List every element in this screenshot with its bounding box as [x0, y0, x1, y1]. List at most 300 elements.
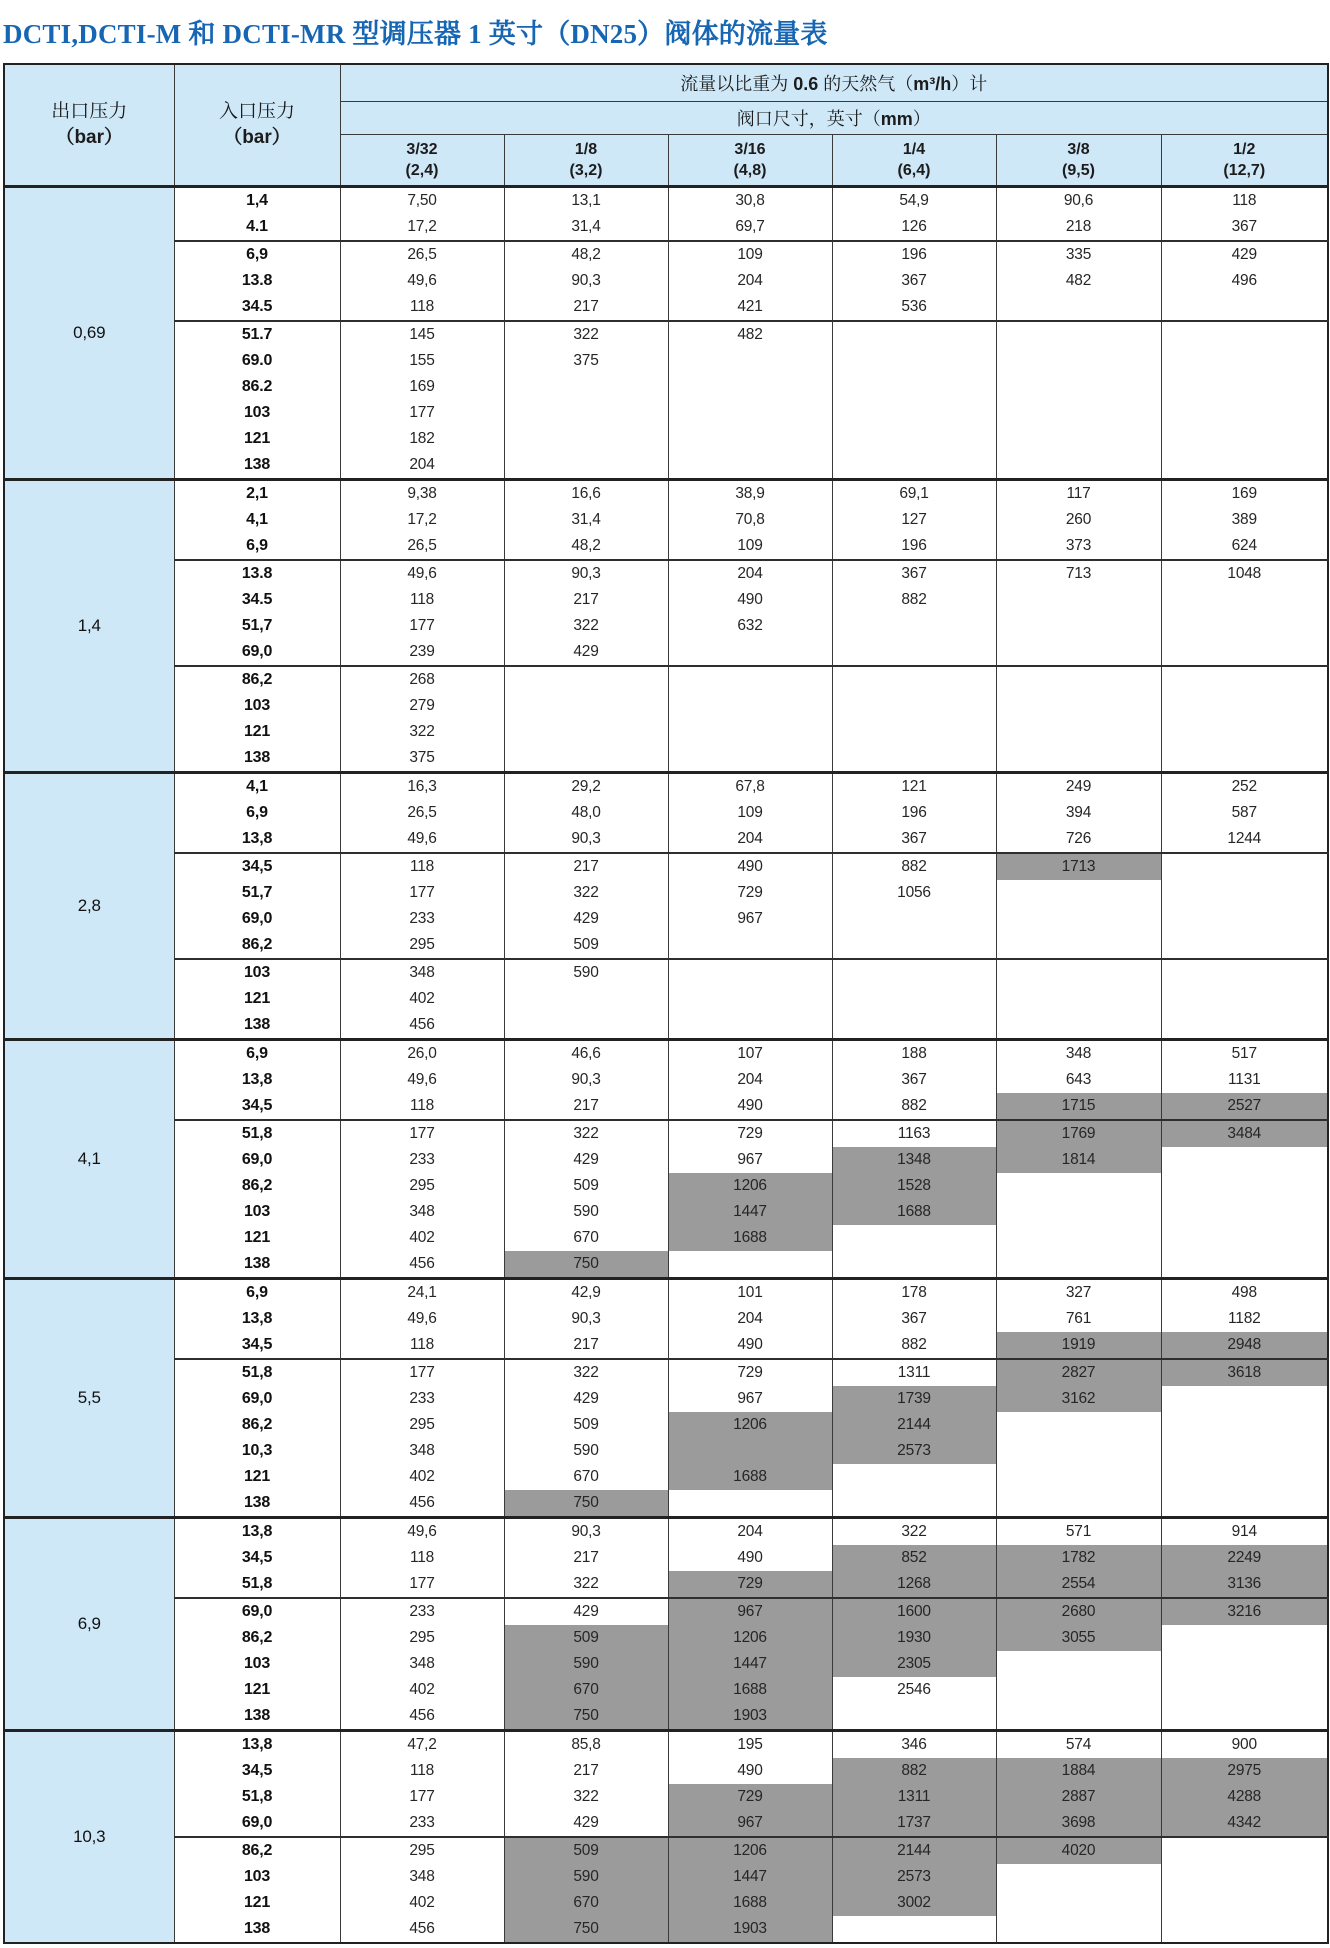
flow-value-cell: 279 [340, 693, 504, 719]
table-row [4, 426, 1328, 452]
flow-value-cell: 590 [504, 1438, 668, 1464]
flow-value-cell [1161, 1225, 1328, 1251]
flow-value-cell [1161, 693, 1328, 719]
flow-value-cell: 26,0 [340, 1040, 504, 1068]
flow-value-cell: 109 [668, 533, 832, 560]
flow-value-cell [1161, 294, 1328, 321]
flow-value-cell: 30,8 [668, 187, 832, 215]
table-row [4, 986, 1328, 1012]
flow-value-cell: 239 [340, 639, 504, 666]
flow-value-cell: 967 [668, 906, 832, 932]
flow-value-cell: 145 [340, 321, 504, 348]
flow-value-cell [1161, 932, 1328, 959]
table-row [4, 1571, 1328, 1598]
table-row [4, 773, 1328, 801]
flow-value-cell [996, 959, 1161, 986]
inlet-pressure-cell: 13,8 [174, 1731, 340, 1759]
table-row [4, 1890, 1328, 1916]
table-row [4, 1810, 1328, 1837]
flow-value-cell [1161, 986, 1328, 1012]
header-text: 的天然气（ [818, 74, 914, 94]
flow-value-cell [668, 693, 832, 719]
port-size-column-header-1-4 [832, 135, 996, 187]
flow-value-cell [996, 1864, 1161, 1890]
flow-value-cell [996, 1438, 1161, 1464]
flow-value-cell: 348 [340, 1199, 504, 1225]
header-text: 阀口尺寸，英寸（ [736, 109, 881, 129]
table-row [4, 1625, 1328, 1651]
flow-value-cell: 509 [504, 1412, 668, 1438]
flow-value-cell: 322 [340, 719, 504, 745]
flow-value-cell: 322 [504, 613, 668, 639]
flow-value-cell: 421 [668, 294, 832, 321]
flow-value-cell [504, 1012, 668, 1040]
inlet-pressure-cell: 51,8 [174, 1784, 340, 1810]
flow-value-cell [832, 374, 996, 400]
flow-value-cell: 31,4 [504, 214, 668, 241]
flow-value-cell: 1688 [668, 1890, 832, 1916]
flow-condition-header [340, 64, 1328, 102]
flow-value-cell: 295 [340, 932, 504, 959]
table-row [4, 880, 1328, 906]
flow-value-cell [996, 452, 1161, 480]
flow-value-cell [832, 613, 996, 639]
flow-value-cell [668, 959, 832, 986]
flow-value-cell: 367 [832, 1306, 996, 1332]
table-row [4, 1093, 1328, 1120]
table-row [4, 1412, 1328, 1438]
flow-value-cell: 49,6 [340, 826, 504, 853]
flow-value-cell: 252 [1161, 773, 1328, 801]
flow-value-cell: 1769 [996, 1120, 1161, 1147]
flow-value-cell [832, 1916, 996, 1943]
inlet-pressure-cell: 121 [174, 1225, 340, 1251]
inlet-pressure-cell: 34,5 [174, 1332, 340, 1359]
flow-value-cell: 2827 [996, 1359, 1161, 1386]
outlet-pressure-cell: 5,5 [4, 1279, 174, 1518]
flow-value-cell [996, 1890, 1161, 1916]
flow-value-cell: 429 [504, 1810, 668, 1837]
flow-value-cell: 2527 [1161, 1093, 1328, 1120]
flow-value-cell: 70,8 [668, 507, 832, 533]
header-text: 流量以比重为 [680, 74, 794, 94]
table-row [4, 348, 1328, 374]
inlet-pressure-cell: 34,5 [174, 853, 340, 880]
flow-value-cell: 2144 [832, 1837, 996, 1864]
flow-value-cell: 118 [340, 853, 504, 880]
flow-value-cell: 118 [340, 1758, 504, 1784]
flow-value-cell: 348 [340, 1438, 504, 1464]
flow-value-cell: 1206 [668, 1412, 832, 1438]
flow-value-cell: 1739 [832, 1386, 996, 1412]
flow-value-cell [832, 1490, 996, 1518]
table-row [4, 1490, 1328, 1518]
flow-value-cell: 7,50 [340, 187, 504, 215]
flow-value-cell [504, 426, 668, 452]
table-row [4, 480, 1328, 508]
flow-value-cell: 322 [504, 1120, 668, 1147]
flow-value-cell: 13,1 [504, 187, 668, 215]
flow-value-cell: 249 [996, 773, 1161, 801]
flow-value-cell: 196 [832, 800, 996, 826]
flow-value-cell: 1528 [832, 1173, 996, 1199]
flow-value-cell: 177 [340, 1571, 504, 1598]
flow-value-cell: 322 [504, 1359, 668, 1386]
table-row [4, 452, 1328, 480]
table-row [4, 1386, 1328, 1412]
flow-value-cell: 127 [832, 507, 996, 533]
flow-value-cell: 571 [996, 1518, 1161, 1546]
inlet-pressure-cell: 51,8 [174, 1571, 340, 1598]
table-row [4, 1598, 1328, 1625]
flow-value-cell [1161, 374, 1328, 400]
inlet-pressure-cell: 6,9 [174, 1279, 340, 1307]
port-size-inch: 3/16 [734, 141, 766, 158]
flow-value-cell [832, 1012, 996, 1040]
inlet-pressure-cell: 13.8 [174, 560, 340, 587]
flow-value-cell [1161, 1916, 1328, 1943]
flow-value-cell [996, 1703, 1161, 1731]
table-row [4, 1916, 1328, 1943]
flow-value-cell: 1163 [832, 1120, 996, 1147]
flow-value-cell: 217 [504, 294, 668, 321]
flow-value-cell: 1903 [668, 1916, 832, 1943]
flow-value-cell [832, 639, 996, 666]
flow-value-cell [1161, 639, 1328, 666]
table-row [4, 1359, 1328, 1386]
table-row [4, 1837, 1328, 1864]
flow-value-cell: 90,3 [504, 1518, 668, 1546]
flow-value-cell: 1048 [1161, 560, 1328, 587]
table-row [4, 321, 1328, 348]
flow-value-cell: 49,6 [340, 1518, 504, 1546]
flow-value-cell: 322 [832, 1518, 996, 1546]
inlet-pressure-cell: 138 [174, 1703, 340, 1731]
flow-value-cell: 24,1 [340, 1279, 504, 1307]
flow-value-cell: 729 [668, 1120, 832, 1147]
flow-value-cell: 882 [832, 1332, 996, 1359]
flow-value-cell: 322 [504, 880, 668, 906]
inlet-pressure-cell: 51,7 [174, 613, 340, 639]
flow-value-cell [1161, 587, 1328, 613]
flow-value-cell: 1782 [996, 1545, 1161, 1571]
flow-value-cell: 177 [340, 1120, 504, 1147]
inlet-pressure-cell: 103 [174, 959, 340, 986]
port-size-column-header-1-2 [1161, 135, 1328, 187]
flow-value-cell: 126 [832, 214, 996, 241]
flow-value-cell: 967 [668, 1147, 832, 1173]
flow-value-cell [832, 719, 996, 745]
flow-value-cell: 118 [340, 587, 504, 613]
table-row [4, 1040, 1328, 1068]
flow-value-cell [1161, 1677, 1328, 1703]
flow-value-cell: 3484 [1161, 1120, 1328, 1147]
flow-value-cell: 729 [668, 1359, 832, 1386]
table-row [4, 1306, 1328, 1332]
flow-value-cell: 217 [504, 1093, 668, 1120]
outlet-pressure-cell: 4,1 [4, 1040, 174, 1279]
inlet-pressure-cell: 4,1 [174, 773, 340, 801]
flow-value-cell [668, 639, 832, 666]
flow-value-cell: 204 [668, 1306, 832, 1332]
inlet-pressure-cell: 138 [174, 1490, 340, 1518]
flow-value-cell [1161, 348, 1328, 374]
flow-value-cell: 204 [340, 452, 504, 480]
flow-value-cell: 233 [340, 1386, 504, 1412]
flow-value-cell [996, 880, 1161, 906]
flow-value-cell: 177 [340, 880, 504, 906]
table-row [4, 1067, 1328, 1093]
flow-value-cell: 48,2 [504, 533, 668, 560]
flow-value-cell: 590 [504, 1864, 668, 1890]
flow-value-cell: 967 [668, 1810, 832, 1837]
flow-value-cell: 590 [504, 1199, 668, 1225]
page-title: DCTI,DCTI-M 和 DCTI-MR 型调压器 1 英寸（DN25）阀体的流量表 [3, 19, 828, 49]
flow-value-cell [1161, 666, 1328, 693]
flow-value-cell: 1688 [668, 1225, 832, 1251]
table-row [4, 1279, 1328, 1307]
flow-value-cell [832, 666, 996, 693]
flow-value-cell: 348 [340, 1651, 504, 1677]
flow-value-cell: 1131 [1161, 1067, 1328, 1093]
flow-value-cell: 1688 [668, 1464, 832, 1490]
flow-value-cell: 118 [340, 294, 504, 321]
flow-value-cell: 3162 [996, 1386, 1161, 1412]
flow-value-cell: 204 [668, 560, 832, 587]
flow-value-cell: 1268 [832, 1571, 996, 1598]
flow-value-cell: 233 [340, 1147, 504, 1173]
flow-value-cell [1161, 1438, 1328, 1464]
flow-value-cell: 729 [668, 1571, 832, 1598]
table-row [4, 1120, 1328, 1147]
flow-value-cell: 670 [504, 1225, 668, 1251]
flow-value-cell [996, 294, 1161, 321]
inlet-pressure-cell: 86,2 [174, 1412, 340, 1438]
flow-value-cell [504, 452, 668, 480]
flow-value-cell: 327 [996, 1279, 1161, 1307]
flow-value-cell [668, 1012, 832, 1040]
inlet-pressure-cell: 34,5 [174, 1093, 340, 1120]
flow-value-cell [832, 745, 996, 773]
flow-value-cell: 373 [996, 533, 1161, 560]
flow-value-cell: 169 [1161, 480, 1328, 508]
flow-value-cell: 118 [340, 1545, 504, 1571]
flow-table-header [4, 64, 1328, 187]
flow-value-cell: 852 [832, 1545, 996, 1571]
flow-value-cell: 1688 [668, 1677, 832, 1703]
flow-value-cell: 49,6 [340, 268, 504, 294]
flow-value-cell [996, 745, 1161, 773]
flow-value-cell [1161, 321, 1328, 348]
flow-value-cell: 217 [504, 587, 668, 613]
flow-value-cell: 2887 [996, 1784, 1161, 1810]
flow-value-cell: 670 [504, 1890, 668, 1916]
inlet-pressure-cell: 6,9 [174, 533, 340, 560]
flow-value-cell: 429 [504, 906, 668, 932]
table-row [4, 906, 1328, 932]
inlet-pressure-cell: 138 [174, 1251, 340, 1279]
inlet-pressure-cell: 121 [174, 426, 340, 452]
flow-value-cell [668, 348, 832, 374]
flow-value-cell: 2948 [1161, 1332, 1328, 1359]
inlet-pressure-cell: 34.5 [174, 294, 340, 321]
flow-value-cell [996, 693, 1161, 719]
table-row [4, 587, 1328, 613]
flow-value-cell: 121 [832, 773, 996, 801]
flow-value-cell: 118 [340, 1093, 504, 1120]
flow-value-cell: 346 [832, 1731, 996, 1759]
flow-value-cell: 348 [996, 1040, 1161, 1068]
flow-value-cell: 967 [668, 1386, 832, 1412]
table-row [4, 1225, 1328, 1251]
flow-value-cell [1161, 880, 1328, 906]
flow-value-cell [832, 932, 996, 959]
flow-value-cell: 107 [668, 1040, 832, 1068]
flow-value-cell: 490 [668, 1332, 832, 1359]
flow-value-cell: 1182 [1161, 1306, 1328, 1332]
port-size-inch: 1/4 [902, 141, 926, 158]
flow-value-cell: 429 [504, 639, 668, 666]
outlet-pressure-header [4, 64, 174, 187]
flow-value-cell: 295 [340, 1837, 504, 1864]
inlet-pressure-cell: 103 [174, 400, 340, 426]
header-text: mm [880, 109, 913, 129]
flow-value-cell: 1206 [668, 1173, 832, 1199]
flow-value-cell [996, 1651, 1161, 1677]
flow-value-cell [1161, 1864, 1328, 1890]
flow-value-cell: 233 [340, 1598, 504, 1625]
flow-value-cell: 914 [1161, 1518, 1328, 1546]
flow-value-cell: 367 [1161, 214, 1328, 241]
flow-value-cell: 348 [340, 1864, 504, 1890]
port-size-mm: (2,4) [405, 162, 439, 179]
flow-value-cell: 402 [340, 1225, 504, 1251]
flow-value-cell [668, 1438, 832, 1464]
flow-value-cell [996, 666, 1161, 693]
outlet-pressure-unit: （bar） [55, 127, 124, 148]
flow-value-cell: 29,2 [504, 773, 668, 801]
flow-value-cell: 2144 [832, 1412, 996, 1438]
flow-value-cell: 3136 [1161, 1571, 1328, 1598]
outlet-pressure-cell: 6,9 [4, 1518, 174, 1731]
port-size-inch: 1/2 [1233, 141, 1256, 158]
flow-value-cell: 195 [668, 1731, 832, 1759]
inlet-pressure-cell: 51,8 [174, 1120, 340, 1147]
flow-value-cell: 729 [668, 1784, 832, 1810]
flow-value-cell: 2680 [996, 1598, 1161, 1625]
table-row [4, 1651, 1328, 1677]
flow-value-cell: 204 [668, 268, 832, 294]
flow-value-cell: 177 [340, 613, 504, 639]
table-row [4, 1173, 1328, 1199]
table-row [4, 1758, 1328, 1784]
flow-value-cell: 402 [340, 986, 504, 1012]
flow-value-cell [668, 666, 832, 693]
flow-value-cell: 26,5 [340, 800, 504, 826]
flow-value-cell [1161, 959, 1328, 986]
flow-value-cell: 26,5 [340, 241, 504, 268]
flow-value-cell: 482 [668, 321, 832, 348]
flow-value-cell: 375 [340, 745, 504, 773]
table-row [4, 1199, 1328, 1225]
flow-value-cell [996, 1012, 1161, 1040]
flow-value-cell: 3698 [996, 1810, 1161, 1837]
flow-value-cell: 169 [340, 374, 504, 400]
flow-value-cell [996, 1173, 1161, 1199]
flow-value-cell: 490 [668, 1545, 832, 1571]
flow-value-cell [668, 719, 832, 745]
flow-value-cell: 402 [340, 1464, 504, 1490]
flow-value-cell: 367 [832, 268, 996, 294]
flow-value-cell: 178 [832, 1279, 996, 1307]
inlet-pressure-cell: 51,8 [174, 1359, 340, 1386]
flow-value-cell [668, 400, 832, 426]
flow-value-cell: 375 [504, 348, 668, 374]
flow-value-cell [996, 719, 1161, 745]
inlet-pressure-cell: 103 [174, 693, 340, 719]
flow-value-cell [996, 1412, 1161, 1438]
port-size-column-header-3-8 [996, 135, 1161, 187]
inlet-pressure-cell: 138 [174, 1012, 340, 1040]
inlet-pressure-cell: 10,3 [174, 1438, 340, 1464]
flow-value-cell: 1447 [668, 1651, 832, 1677]
flow-value-cell: 587 [1161, 800, 1328, 826]
flow-value-cell: 48,0 [504, 800, 668, 826]
flow-value-cell: 31,4 [504, 507, 668, 533]
table-row [4, 1864, 1328, 1890]
flow-value-cell: 196 [832, 533, 996, 560]
flow-value-cell [832, 452, 996, 480]
flow-value-cell [996, 639, 1161, 666]
flow-value-cell: 900 [1161, 1731, 1328, 1759]
flow-value-cell: 1600 [832, 1598, 996, 1625]
flow-value-cell [1161, 400, 1328, 426]
flow-value-cell [832, 986, 996, 1012]
flow-value-cell: 4288 [1161, 1784, 1328, 1810]
flow-value-cell [504, 986, 668, 1012]
flow-value-cell [668, 452, 832, 480]
port-size-column-header-3-32 [340, 135, 504, 187]
flow-value-cell: 429 [504, 1147, 668, 1173]
flow-value-cell: 268 [340, 666, 504, 693]
table-row [4, 1332, 1328, 1359]
inlet-pressure-cell: 69,0 [174, 1810, 340, 1837]
flow-value-cell: 726 [996, 826, 1161, 853]
flow-value-cell [668, 745, 832, 773]
table-row [4, 533, 1328, 560]
flow-value-cell: 496 [1161, 268, 1328, 294]
flow-value-cell: 1814 [996, 1147, 1161, 1173]
flow-value-cell [996, 400, 1161, 426]
flow-value-cell [832, 426, 996, 452]
header-text: ） [912, 109, 931, 129]
flow-value-cell: 429 [504, 1386, 668, 1412]
flow-value-cell: 490 [668, 1093, 832, 1120]
flow-value-cell: 117 [996, 480, 1161, 508]
table-row [4, 1147, 1328, 1173]
flow-value-cell [668, 426, 832, 452]
flow-value-cell: 16,6 [504, 480, 668, 508]
table-row [4, 1731, 1328, 1759]
inlet-pressure-cell: 86,2 [174, 666, 340, 693]
inlet-pressure-cell: 34,5 [174, 1758, 340, 1784]
flow-value-cell: 456 [340, 1703, 504, 1731]
table-row [4, 853, 1328, 880]
flow-value-cell [1161, 1464, 1328, 1490]
inlet-pressure-label: 入口压力 [218, 101, 295, 122]
flow-table [3, 63, 1329, 1944]
flow-value-cell [832, 1703, 996, 1731]
